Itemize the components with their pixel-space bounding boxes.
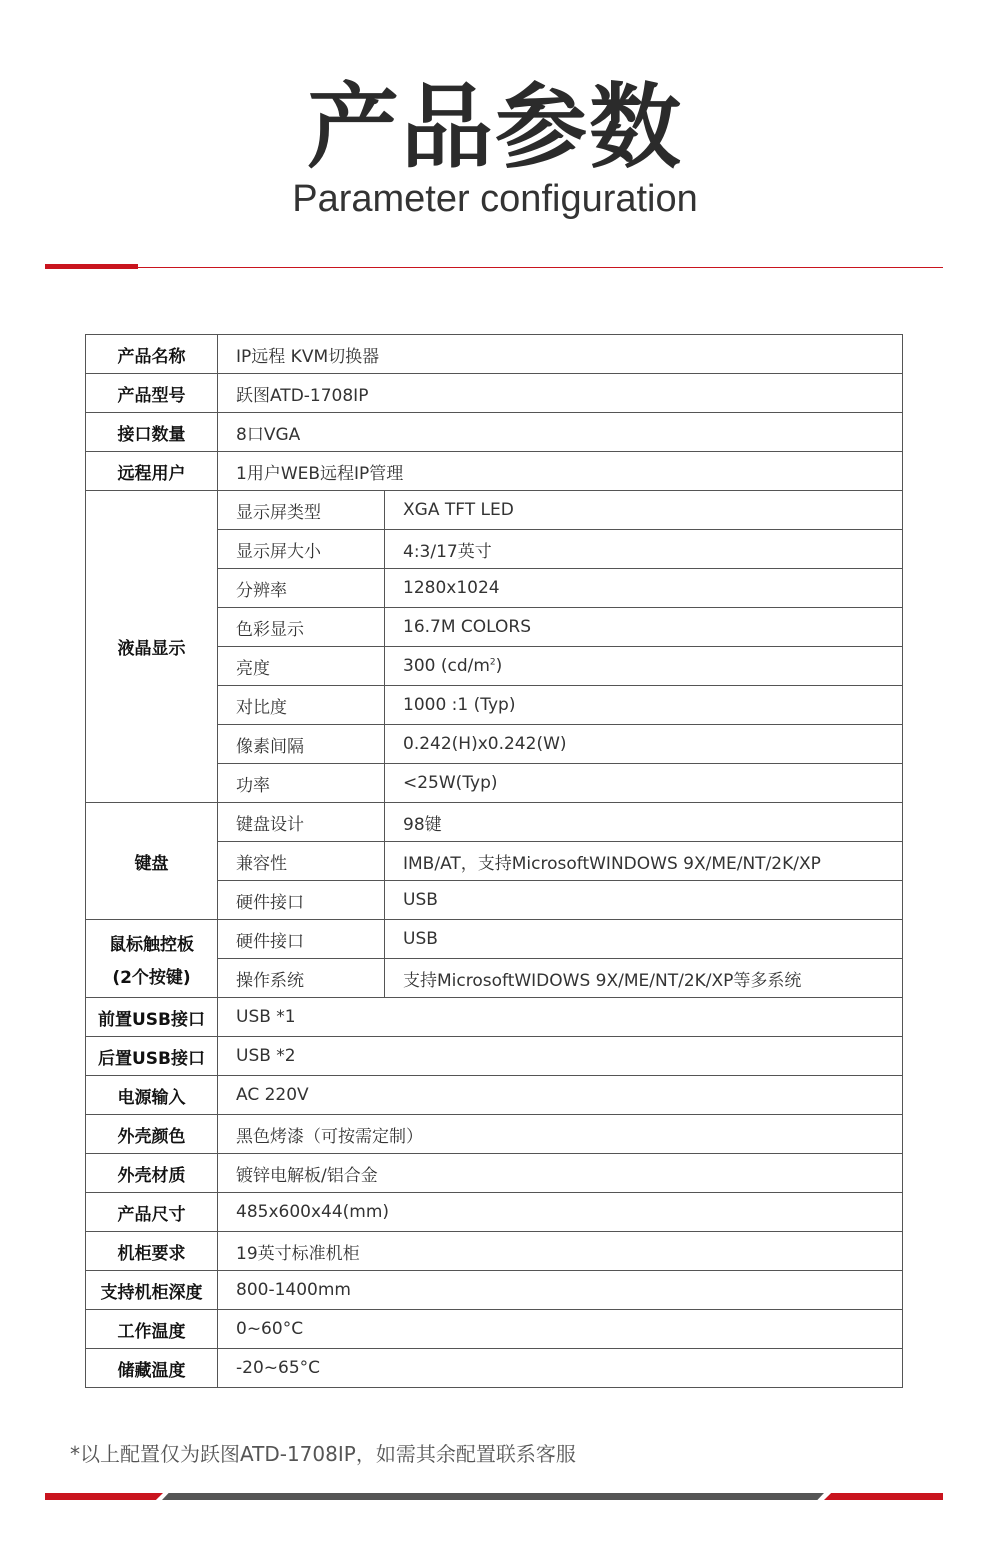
row-key: 接口数量 [86,413,218,452]
group-key-lcd: 液晶显示 [86,491,218,803]
table-row [86,491,903,530]
table-row [86,1349,903,1388]
row-key: 支持机柜深度 [86,1271,218,1310]
row-value: 黑色烤漆（可按需定制） [218,1115,903,1154]
table-row [86,1193,903,1232]
sub-value: USB [385,881,903,920]
row-key: 产品尺寸 [86,1193,218,1232]
sub-value: 98键 [385,803,903,842]
sub-value [385,647,903,686]
brightness-suffix: ) [495,656,503,676]
spec-table [85,334,903,1388]
row-key: 电源输入 [86,1076,218,1115]
row-value: AC 220V [218,1076,903,1115]
table-row [86,1310,903,1349]
sub-label: 像素间隔 [218,725,385,764]
header-divider [45,267,943,268]
row-value: IP远程 KVM切换器 [218,335,903,374]
row-value: 485x600x44(mm) [218,1193,903,1232]
row-key: 工作温度 [86,1310,218,1349]
row-value: USB *2 [218,1037,903,1076]
footer-decorative-bar [0,1491,990,1503]
table-row [86,1115,903,1154]
sub-label: 显示屏类型 [218,491,385,530]
row-value: 19英寸标准机柜 [218,1232,903,1271]
sub-value: 0.242(H)x0.242(W) [385,725,903,764]
table-row [86,1076,903,1115]
footer-bar-red-right [824,1493,943,1500]
group-key-touchpad [86,920,218,998]
row-value: USB *1 [218,998,903,1037]
row-value: 800-1400mm [218,1271,903,1310]
table-row [86,374,903,413]
sub-label: 显示屏大小 [218,530,385,569]
sub-label: 分辨率 [218,569,385,608]
row-value: 跃图ATD-1708IP [218,374,903,413]
sub-label: 亮度 [218,647,385,686]
footer-bar-gray [162,1493,824,1500]
sub-value: 16.7M COLORS [385,608,903,647]
group-key-keyboard: 键盘 [86,803,218,920]
row-value: 镀锌电解板/铝合金 [218,1154,903,1193]
row-key: 外壳颜色 [86,1115,218,1154]
row-key: 产品名称 [86,335,218,374]
footnote: *以上配置仅为跃图ATD-1708IP，如需其余配置联系客服 [70,1442,576,1466]
sub-label: 操作系统 [218,959,385,998]
row-key: 前置USB接口 [86,998,218,1037]
sub-label: 兼容性 [218,842,385,881]
row-value: 8口VGA [218,413,903,452]
table-row [86,452,903,491]
row-key: 机柜要求 [86,1232,218,1271]
table-row [86,413,903,452]
sub-label: 键盘设计 [218,803,385,842]
footer-bar-red-left [45,1493,163,1500]
brightness-sup: 2 [489,657,496,668]
row-value: 1用户WEB远程IP管理 [218,452,903,491]
header-divider-accent [45,264,138,269]
row-key: 远程用户 [86,452,218,491]
table-row [86,1232,903,1271]
touchpad-key-line1: 鼠标触控板 [109,934,194,955]
sub-value: 1280x1024 [385,569,903,608]
sub-label: 功率 [218,764,385,803]
row-key: 产品型号 [86,374,218,413]
sub-value: XGA TFT LED [385,491,903,530]
table-row [86,998,903,1037]
sub-value: 4:3/17英寸 [385,530,903,569]
sub-value: 支持MicrosoftWIDOWS 9X/ME/NT/2K/XP等多系统 [385,959,903,998]
table-row [86,1154,903,1193]
table-row [86,920,903,959]
table-row [86,335,903,374]
row-key: 外壳材质 [86,1154,218,1193]
sub-label: 硬件接口 [218,881,385,920]
sub-value: 1000 :1 (Typ) [385,686,903,725]
table-row [86,1271,903,1310]
sub-value: USB [385,920,903,959]
sub-label: 对比度 [218,686,385,725]
page-subtitle: Parameter configuration [292,178,698,220]
page-title: 产品参数 [306,74,683,181]
sub-value: <25W(Typ) [385,764,903,803]
sub-value: IMB/AT，支持MicrosoftWINDOWS 9X/ME/NT/2K/XP [385,842,903,881]
row-key: 后置USB接口 [86,1037,218,1076]
brightness-value: 300 (cd/m [403,656,490,676]
row-key: 储藏温度 [86,1349,218,1388]
row-value: 0~60°C [218,1310,903,1349]
sub-label: 硬件接口 [218,920,385,959]
sub-label: 色彩显示 [218,608,385,647]
table-row [86,1037,903,1076]
touchpad-key-line2: (2个按键) [112,967,191,988]
table-row [86,803,903,842]
row-value: -20~65°C [218,1349,903,1388]
